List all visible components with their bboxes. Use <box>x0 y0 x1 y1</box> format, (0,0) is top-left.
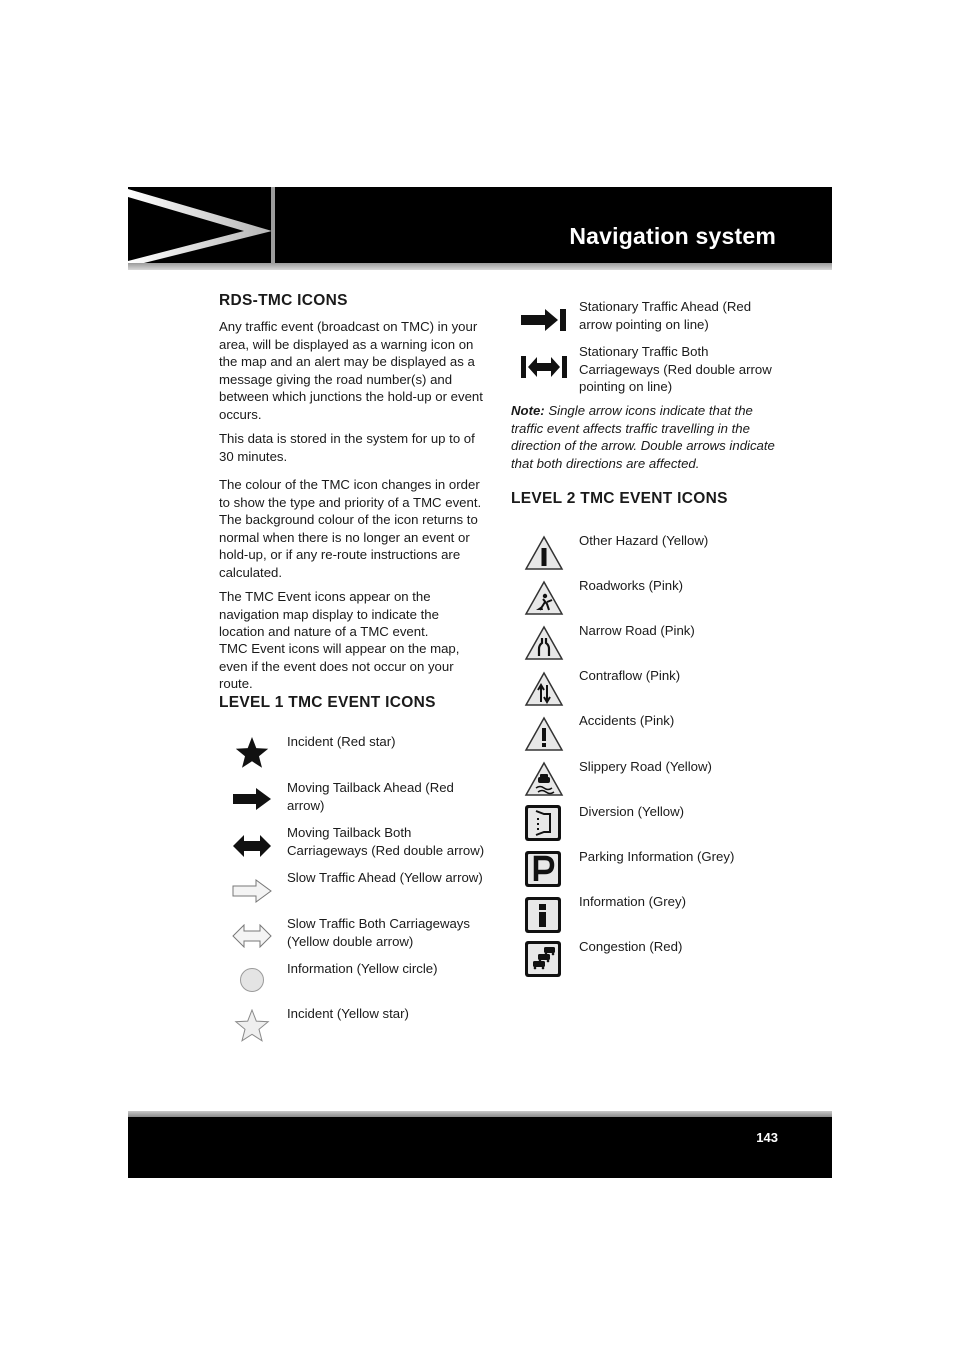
star-outline-icon <box>234 1009 270 1045</box>
icon-label: Slippery Road (Yellow) <box>579 759 712 774</box>
contraflow-icon <box>524 671 564 707</box>
section-heading-level1: LEVEL 1 TMC EVENT ICONS <box>219 694 436 711</box>
icon-label: Congestion (Red) <box>579 939 683 954</box>
icon-label: Incident (Red star) <box>287 734 396 749</box>
icon-label: Roadworks (Pink) <box>579 578 684 593</box>
icon-label: Other Hazard (Yellow) <box>579 533 709 548</box>
page-number: 143 <box>756 1130 778 1145</box>
icon-label: Information (Grey) <box>579 894 686 909</box>
arrow-to-line-icon <box>520 308 568 332</box>
icon-label: Stationary Traffic Both Carriageways (Red double arrow pointing on line) <box>579 344 772 395</box>
left-column <box>219 292 483 711</box>
paragraph: Any traffic event (broadcast on TMC) in your area, will be displayed as a warning icon on the map and an alert may be displayed as a message giving the road number(s) and between which junctions the hold-up or event occurs. <box>219 319 483 422</box>
icon-label: Contraflow (Pink) <box>579 668 681 683</box>
paragraph: This data is stored in the system for up to of 30 minutes. <box>219 431 475 464</box>
page-title: Navigation system <box>569 223 776 249</box>
icon-label: Parking Information (Grey) <box>579 849 735 864</box>
icon-label: Moving Tailback Ahead (Red arrow) <box>287 780 454 813</box>
hazard-icon <box>524 535 564 571</box>
icon-label: Slow Traffic Ahead (Yellow arrow) <box>287 870 483 885</box>
paragraph: TMC Event icons will appear on the map, even if the event does not occur on your route. <box>219 641 460 692</box>
section-heading-level2: LEVEL 2 TMC EVENT ICONS <box>511 490 728 507</box>
double-arrow-to-lines-icon <box>520 355 568 379</box>
circle-icon <box>239 967 265 993</box>
page-footer <box>128 1111 832 1178</box>
star-icon <box>234 736 270 772</box>
icon-label: Slow Traffic Both Carriageways (Yellow double arrow) <box>287 916 470 949</box>
double-arrow-icon <box>232 834 272 858</box>
footer-rule <box>128 1111 832 1117</box>
note <box>511 402 779 472</box>
icon-label: Incident (Yellow star) <box>287 1006 409 1021</box>
diversion-icon <box>524 804 562 842</box>
narrow-road-icon <box>524 625 564 661</box>
information-icon <box>524 896 562 934</box>
paragraph: The TMC Event icons appear on the navigation map display to indicate the location and nature of a TMC event. <box>219 589 439 640</box>
chevron-logo-icon <box>128 187 278 270</box>
note-prefix: Note: <box>511 403 545 418</box>
icon-label: Stationary Traffic Ahead (Red arrow pointing on line) <box>579 299 752 332</box>
header-rule <box>128 263 832 270</box>
icon-label: Accidents (Pink) <box>579 713 675 728</box>
double-arrow-outline-icon <box>232 924 272 948</box>
roadworks-icon <box>524 580 564 616</box>
section-heading-rds: RDS-TMC ICONS <box>219 292 348 309</box>
icon-label: Moving Tailback Both Carriageways (Red double arrow) <box>287 825 485 858</box>
paragraph: The colour of the TMC icon changes in order to show the type and priority of a TMC event. The background colour of the icon returns to normal when there is no longer an event or hold-up, or if any re-route instructions are calculated. <box>219 477 482 580</box>
note-text: Single arrow icons indicate that the traffic event affects traffic travelling in the direction of the arrow. Double arrows indicate that both directions are affected. <box>511 403 775 471</box>
icon-label: Information (Yellow circle) <box>287 961 438 976</box>
accident-icon <box>524 716 564 752</box>
slippery-road-icon <box>524 761 564 797</box>
icon-label: Diversion (Yellow) <box>579 804 685 819</box>
parking-icon <box>524 850 562 888</box>
congestion-icon <box>524 940 562 978</box>
arrow-right-icon <box>232 787 272 811</box>
page-header <box>128 187 832 270</box>
icon-label: Narrow Road (Pink) <box>579 623 695 638</box>
arrow-right-outline-icon <box>232 879 272 903</box>
